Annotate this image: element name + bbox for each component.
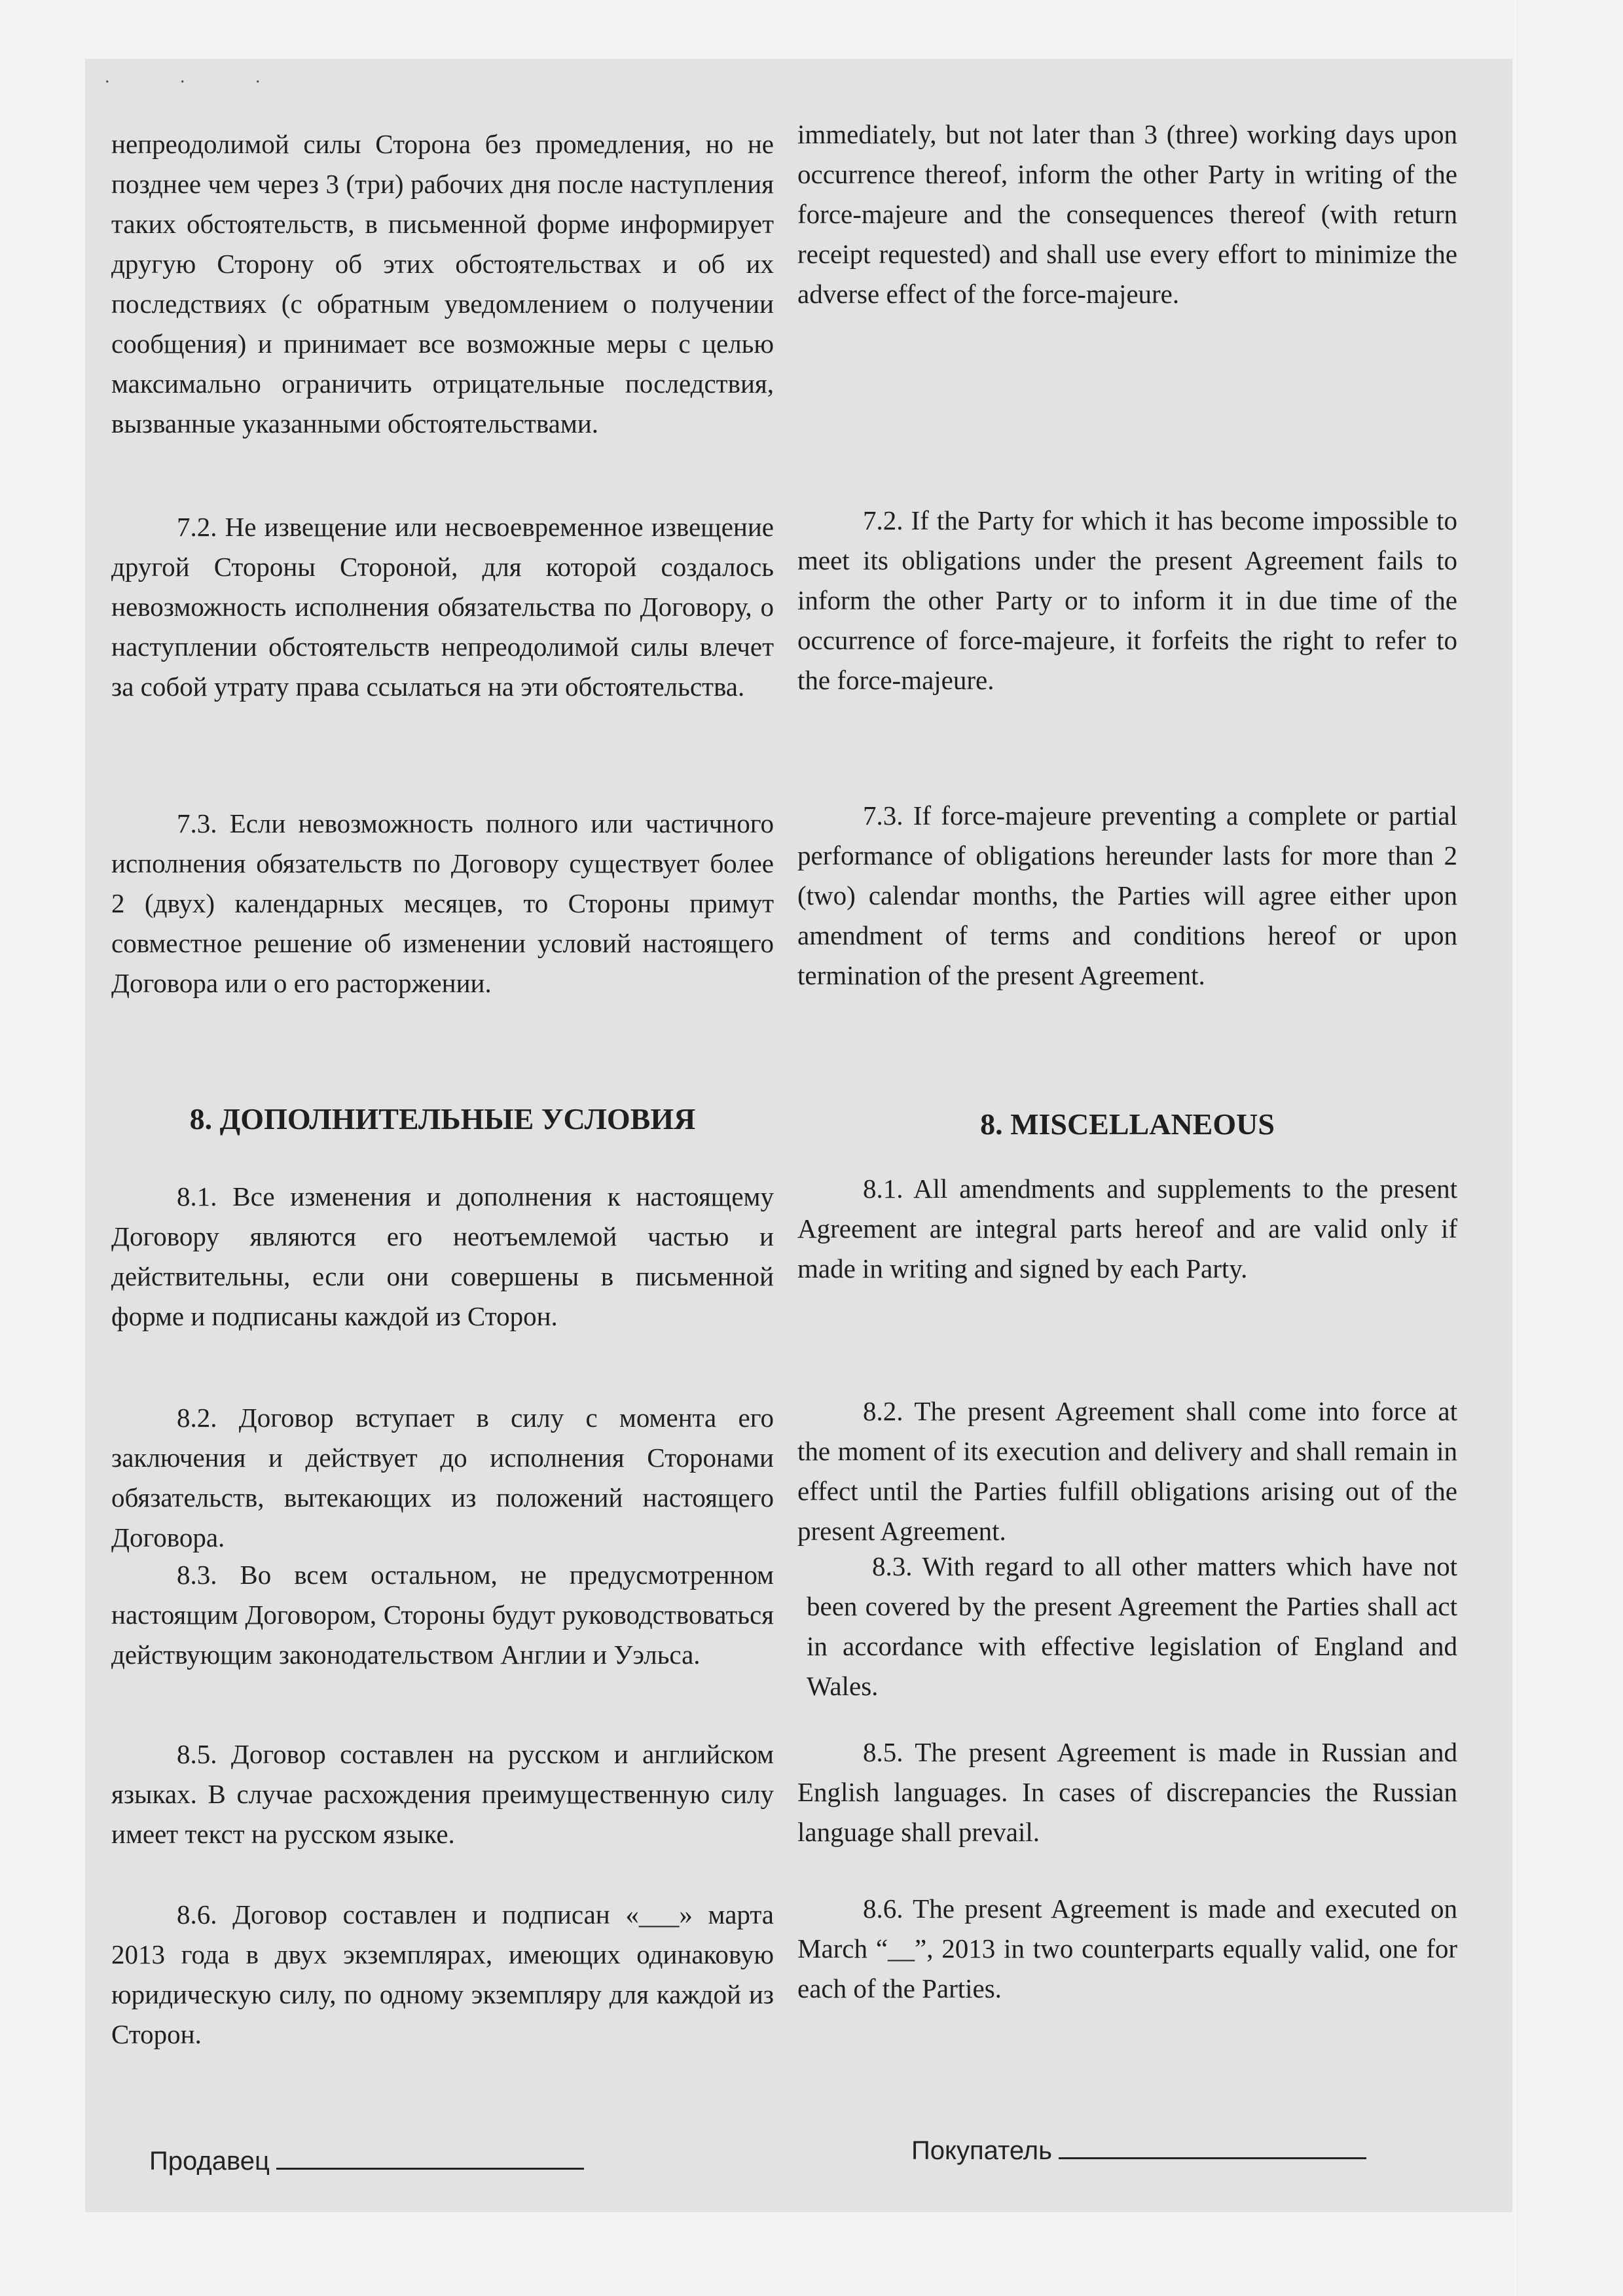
seller-label: Продавец [149, 2147, 270, 2176]
en-paragraph: 7.2. If the Party for which it has become impossible to meet its obligations under the present Agreement fails to inform the other Party or to inform it in due time of the occurrence of force-majeure, it forfeits the right to refer to the force-majeure. [797, 505, 1457, 695]
buyer-signature-line [1059, 2134, 1366, 2159]
seller-signature-line [276, 2144, 584, 2170]
seller-signature [149, 2144, 584, 2178]
buyer-signature [911, 2134, 1366, 2167]
buyer-label: Покупатель [911, 2136, 1052, 2165]
ru-clause-7-1-continuation [111, 124, 774, 444]
en-paragraph: immediately, but not later than 3 (three) working days upon occurrence thereof, inform the other Party in writing of the force-majeure and the consequences thereof (with return receipt requested) and shall use every effort to minimize the adverse effect of the force-majeure. [797, 119, 1457, 309]
en-paragraph: 8.1. All amendments and supplements to the present Agreement are integral parts hereof and are valid only if made in writing and signed by each Party. [797, 1174, 1457, 1283]
ru-clause-8-3 [111, 1555, 774, 1675]
ru-clause-8-6 [111, 1895, 774, 2054]
en-section-8-heading: 8. MISCELLANEOUS [980, 1107, 1275, 1141]
ru-paragraph: 7.3. Если невозможность полного или частичного исполнения обязательств по Договору существует более 2 (двух) календарных месяцев, то Стороны примут совместное решение об изменении условий настоящего Договора или о его расторжении. [111, 808, 774, 998]
ru-paragraph: 8.3. Во всем остальном, не предусмотренном настоящим Договором, Стороны будут руководствоваться действующим законодательством Англии и Уэльса. [111, 1560, 774, 1670]
ru-paragraph: 8.5. Договор составлен на русском и английском языках. В случае расхождения преимущественную силу имеет текст на русском языке. [111, 1739, 774, 1849]
en-paragraph: 8.6. The present Agreement is made and executed on March “__”, 2013 in two counterparts equally valid, one for each of the Parties. [797, 1893, 1457, 2003]
en-clause-8-3 [807, 1547, 1457, 1706]
ru-section-8-heading: 8. ДОПОЛНИТЕЛЬНЫЕ УСЛОВИЯ [189, 1102, 696, 1136]
en-clause-7-3 [797, 796, 1457, 996]
en-clause-8-1 [797, 1169, 1457, 1289]
en-clause-8-2 [797, 1391, 1457, 1551]
ru-paragraph: 8.1. Все изменения и дополнения к настоящему Договору являются его неотъемлемой частью и действительны, если они совершены в письменной форме и подписаны каждой из Сторон. [111, 1181, 774, 1331]
ru-clause-7-3 [111, 804, 774, 1003]
ru-clause-8-2 [111, 1398, 774, 1558]
en-clause-7-2 [797, 501, 1457, 700]
ru-clause-7-2 [111, 507, 774, 707]
en-paragraph: 7.3. If force-majeure preventing a complete or partial performance of obligations hereunder lasts for more than 2 (two) calendar months, the Parties will agree either upon amendment of terms and conditions hereof or upon termination of the present Agreement. [797, 800, 1457, 990]
en-clause-8-5 [797, 1732, 1457, 1852]
scan-specks: . . . [105, 65, 293, 87]
ru-clause-8-1 [111, 1177, 774, 1336]
en-paragraph: 8.2. The present Agreement shall come into force at the moment of its execution and delivery and shall remain in effect until the Parties fulfill obligations arising out of the present Agreement. [797, 1396, 1457, 1546]
ru-paragraph: 8.6. Договор составлен и подписан «___» марта 2013 года в двух экземплярах, имеющих одинаковую юридическую силу, по одному экземпляру для каждой из Сторон. [111, 1899, 774, 2049]
ru-paragraph: непреодолимой силы Сторона без промедления, но не позднее чем через 3 (три) рабочих дня после наступления таких обстоятельств, в письменной форме информирует другую Сторону об этих обстоятельствах и об их последствиях (с обратным уведомлением о получении сообщения) и принимает все возможные меры с целью максимально ограничить отрицательные последствия, вызванные указанными обстоятельствами. [111, 129, 774, 439]
ru-clause-8-5 [111, 1734, 774, 1854]
en-paragraph: 8.5. The present Agreement is made in Russian and English languages. In cases of discrepancies the Russian language shall prevail. [797, 1737, 1457, 1847]
en-clause-8-6 [797, 1889, 1457, 2009]
ru-paragraph: 8.2. Договор вступает в силу с момента его заключения и действует до исполнения Сторонами обязательств, вытекающих из положений настоящего Договора. [111, 1403, 774, 1552]
en-clause-7-1-continuation [797, 115, 1457, 314]
en-paragraph: 8.3. With regard to all other matters which have not been covered by the present Agreement the Parties shall act in accordance with effective legislation of England and Wales. [807, 1551, 1457, 1701]
scan-edge [1517, 0, 1623, 2296]
ru-paragraph: 7.2. Не извещение или несвоевременное извещение другой Стороны Стороной, для которой создалось невозможность исполнения обязательства по Договору, о наступлении обстоятельств непреодолимой силы влечет за собой утрату права ссылаться на эти обстоятельства. [111, 512, 774, 702]
